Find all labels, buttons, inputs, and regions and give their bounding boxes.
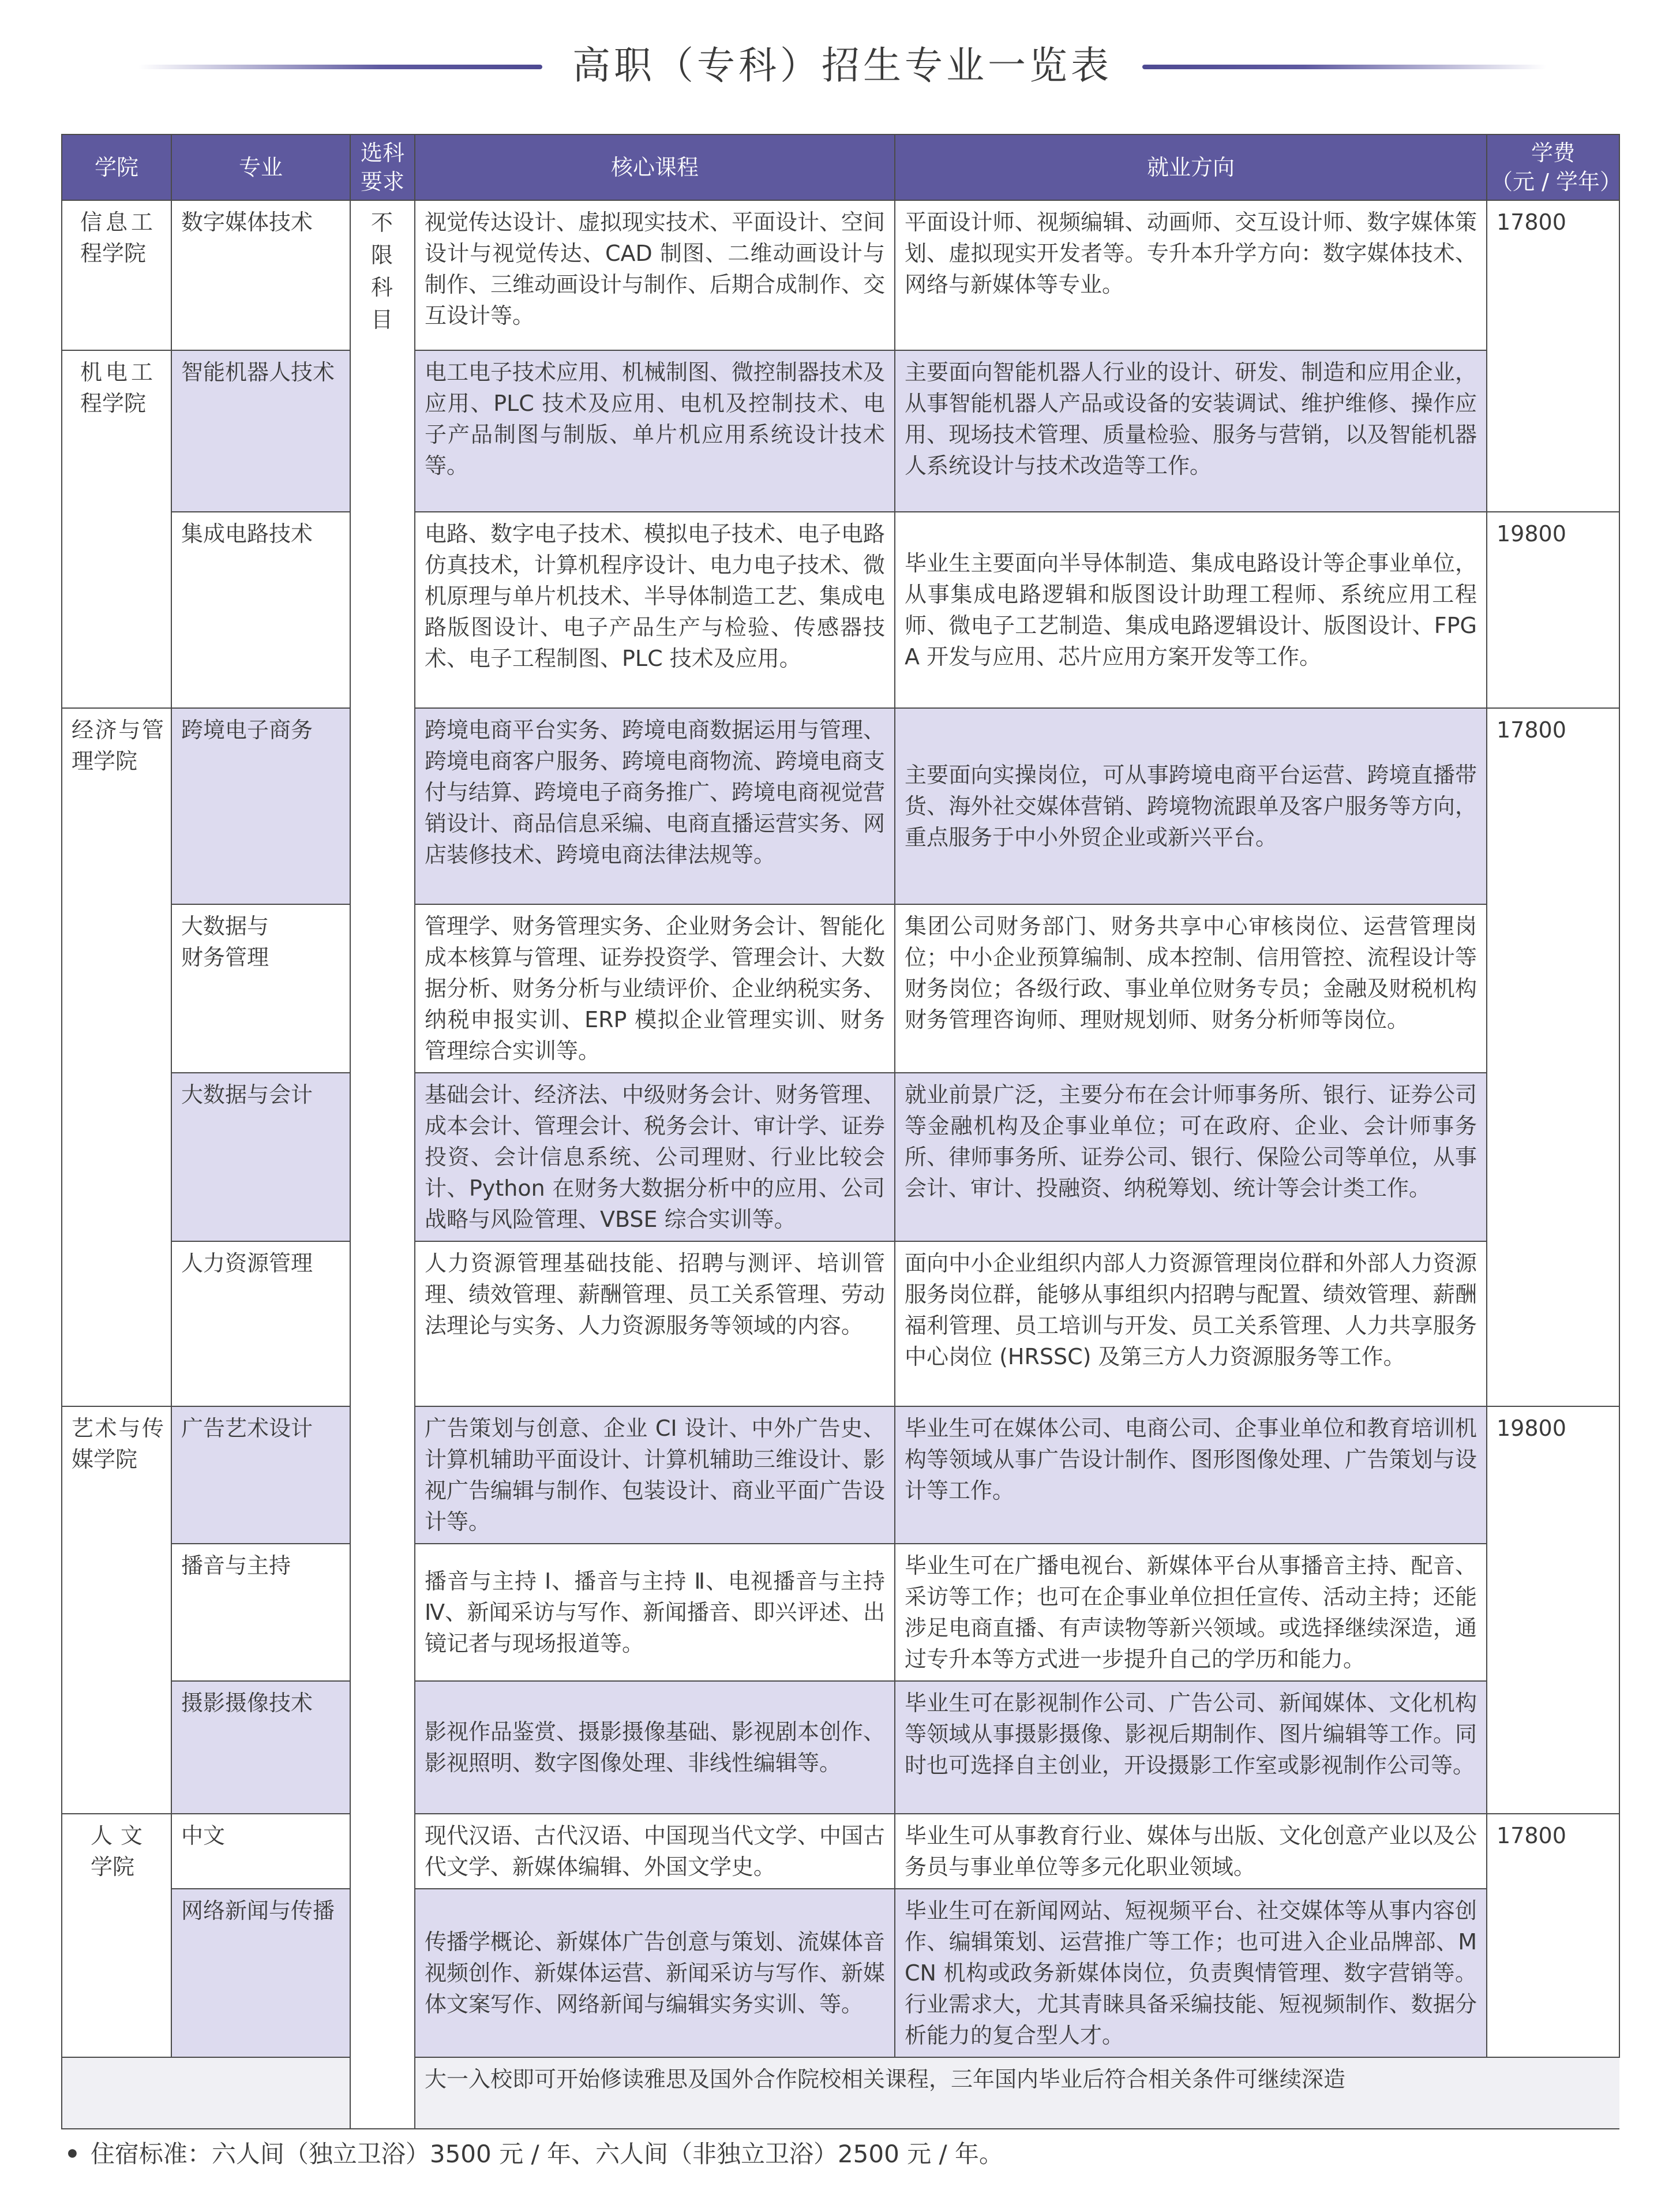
title-decoration-right	[1142, 65, 1546, 69]
table-row	[62, 512, 1619, 708]
requirement-cell: 不限科目	[350, 200, 415, 2129]
header-courses: 核心课程	[415, 134, 895, 200]
bullet-icon: •	[65, 2140, 80, 2168]
courses-cell: 基础会计、经济法、中级财务会计、财务管理、成本会计、管理会计、税务会计、审计学、证券投资、会计信息系统、公司理财、行业比较会计、Python 在财务大数据分析中的应用、公司战略与风险管理、VBSE 综合实训等。	[415, 1073, 895, 1241]
courses-cell: 影视作品鉴赏、摄影摄像基础、影视剧本创作、影视照明、数字图像处理、非线性编辑等。	[415, 1681, 895, 1814]
table-row	[62, 904, 1619, 1073]
courses-cell: 广告策划与创意、企业 CI 设计、中外广告史、计算机辅助平面设计、计算机辅助三维设计、影视广告编辑与制作、包装设计、商业平面广告设计等。	[415, 1406, 895, 1544]
table-row	[62, 1544, 1619, 1681]
career-cell: 就业前景广泛，主要分布在会计师事务所、银行、证券公司等金融机构及企事业单位；可在政府、企业、会计师事务所、律师事务所、证券公司、银行、保险公司等单位，从事会计、审计、投融资、纳税筹划、统计等会计类工作。	[895, 1073, 1487, 1241]
courses-cell: 现代汉语、古代汉语、中国现当代文学、中国古代文学、新媒体编辑、外国文学史。	[415, 1814, 895, 1889]
college-cell: 信息工程学院	[62, 200, 171, 350]
page-title: 高职（专科）招生专业一览表	[572, 43, 1112, 88]
courses-cell: 电路、数字电子技术、模拟电子技术、电子电路仿真技术，计算机程序设计、电力电子技术、微机原理与单片机技术、半导体制造工艺、集成电路版图设计、电子产品生产与检验、传感器技术、电子工程制图、PLC 技术及应用。	[415, 512, 895, 708]
career-cell: 毕业生主要面向半导体制造、集成电路设计等企事业单位，从事集成电路逻辑和版图设计助理工程师、系统应用工程师、微电子工艺制造、集成电路逻辑设计、版图设计、FPGA 开发与应用、芯片应用方案开发等工作。	[895, 512, 1487, 708]
table-row	[62, 1681, 1619, 1814]
accommodation-text: 住宿标准：六人间（独立卫浴）3500 元 / 年、六人间（非独立卫浴）2500 元 / 年。	[90, 2140, 1004, 2168]
header-fee: 学费 （元 / 学年）	[1487, 134, 1619, 200]
fee-cell: 17800	[1487, 200, 1619, 512]
career-cell: 平面设计师、视频编辑、动画师、交互设计师、数字媒体策划、虚拟现实开发者等。专升本升学方向：数字媒体技术、网络与新媒体等专业。	[895, 200, 1487, 350]
header-requirement: 选科 要求	[350, 134, 415, 200]
career-cell: 集团公司财务部门、财务共享中心审核岗位、运营管理岗位；中小企业预算编制、成本控制、信用管控、流程设计等财务岗位；各级行政、事业单位财务专员；金融及财税机构财务管理咨询师、理财规划师、财务分析师等岗位。	[895, 904, 1487, 1073]
majors-table	[61, 134, 1620, 2129]
table-row	[62, 708, 1619, 904]
major-cell: 数字媒体技术	[171, 200, 350, 350]
major-cell: 大数据与 财务管理	[171, 904, 350, 1073]
footer-note: 大一入校即可开始修读雅思及国外合作院校相关课程，三年国内毕业后符合相关条件可继续深造	[415, 2057, 1619, 2129]
major-cell: 大数据与会计	[171, 1073, 350, 1241]
accommodation-note	[65, 2135, 1003, 2170]
courses-cell: 跨境电商平台实务、跨境电商数据运用与管理、跨境电商客户服务、跨境电商物流、跨境电商支付与结算、跨境电子商务推广、跨境电商视觉营销设计、商品信息采编、电商直播运营实务、网店装修技术、跨境电商法律法规等。	[415, 708, 895, 904]
career-cell: 毕业生可在媒体公司、电商公司、企事业单位和教育培训机构等领域从事广告设计制作、图形图像处理、广告策划与设计等工作。	[895, 1406, 1487, 1544]
table-row	[62, 1889, 1619, 2057]
header-college: 学院	[62, 134, 171, 200]
table-row	[62, 1073, 1619, 1241]
table-row	[62, 1406, 1619, 1544]
table-footer-row	[62, 2057, 1619, 2129]
major-cell: 广告艺术设计	[171, 1406, 350, 1544]
career-cell: 毕业生可在广播电视台、新媒体平台从事播音主持、配音、采访等工作；也可在企事业单位担任宣传、活动主持；还能涉足电商直播、有声读物等新兴领域。或选择继续深造，通过专升本等方式进一步提升自己的学历和能力。	[895, 1544, 1487, 1681]
college-cell: 人文学院	[62, 1814, 171, 2057]
major-cell: 集成电路技术	[171, 512, 350, 708]
major-cell: 智能机器人技术	[171, 350, 350, 512]
major-cell: 跨境电子商务	[171, 708, 350, 904]
table-header-row	[62, 134, 1619, 200]
table-row	[62, 1814, 1619, 1889]
fee-cell: 17800	[1487, 1814, 1619, 2057]
courses-cell: 管理学、财务管理实务、企业财务会计、智能化成本核算与管理、证券投资学、管理会计、大数据分析、财务分析与业绩评价、企业纳税实务、纳税申报实训、ERP 模拟企业管理实训、财务管理综合实训等。	[415, 904, 895, 1073]
career-cell: 面向中小企业组织内部人力资源管理岗位群和外部人力资源服务岗位群，能够从事组织内招聘与配置、绩效管理、薪酬福利管理、员工培训与开发、员工关系管理、人力共享服务中心岗位 (HRSSC) 及第三方人力资源服务等工作。	[895, 1241, 1487, 1406]
header-major: 专业	[171, 134, 350, 200]
college-cell: 艺术与传媒学院	[62, 1406, 171, 1814]
table-row	[62, 350, 1619, 512]
courses-cell: 人力资源管理基础技能、招聘与测评、培训管理、绩效管理、薪酬管理、员工关系管理、劳动法理论与实务、人力资源服务等领域的内容。	[415, 1241, 895, 1406]
college-cell: 经济与管理学院	[62, 708, 171, 1406]
major-cell: 中文	[171, 1814, 350, 1889]
major-cell: 播音与主持	[171, 1544, 350, 1681]
college-cell: 机电工程学院	[62, 350, 171, 708]
courses-cell: 电工电子技术应用、机械制图、微控制器技术及应用、PLC 技术及应用、电机及控制技术、电子产品制图与制版、单片机应用系统设计技术等。	[415, 350, 895, 512]
fee-cell: 19800	[1487, 1406, 1619, 1814]
career-cell: 毕业生可在影视制作公司、广告公司、新闻媒体、文化机构等领域从事摄影摄像、影视后期制作、图片编辑等工作。同时也可选择自主创业，开设摄影工作室或影视制作公司等。	[895, 1681, 1487, 1814]
courses-cell: 传播学概论、新媒体广告创意与策划、流媒体音视频创作、新媒体运营、新闻采访与写作、新媒体文案写作、网络新闻与编辑实务实训、等。	[415, 1889, 895, 2057]
major-cell: 摄影摄像技术	[171, 1681, 350, 1814]
fee-cell: 17800	[1487, 708, 1619, 1406]
major-cell: 网络新闻与传播	[171, 1889, 350, 2057]
footer-spacer-left	[62, 2057, 350, 2129]
title-decoration-left	[138, 65, 542, 69]
career-cell: 毕业生可在新闻网站、短视频平台、社交媒体等从事内容创作、编辑策划、运营推广等工作；也可进入企业品牌部、MCN 机构或政务新媒体岗位，负责舆情管理、数字营销等。行业需求大，尤其青睐具备采编技能、短视频制作、数据分析能力的复合型人才。	[895, 1889, 1487, 2057]
title-row	[0, 23, 1680, 110]
major-cell: 人力资源管理	[171, 1241, 350, 1406]
courses-cell: 视觉传达设计、虚拟现实技术、平面设计、空间设计与视觉传达、CAD 制图、二维动画设计与制作、三维动画设计与制作、后期合成制作、交互设计等。	[415, 200, 895, 350]
table-row	[62, 1241, 1619, 1406]
career-cell: 毕业生可从事教育行业、媒体与出版、文化创意产业以及公务员与事业单位等多元化职业领域。	[895, 1814, 1487, 1889]
courses-cell: 播音与主持 Ⅰ、播音与主持 Ⅱ、电视播音与主持 Ⅳ、新闻采访与写作、新闻播音、即兴评述、出镜记者与现场报道等。	[415, 1544, 895, 1681]
header-career: 就业方向	[895, 134, 1487, 200]
table-row	[62, 200, 1619, 350]
fee-cell: 19800	[1487, 512, 1619, 708]
career-cell: 主要面向实操岗位，可从事跨境电商平台运营、跨境直播带货、海外社交媒体营销、跨境物流跟单及客户服务等方向，重点服务于中小外贸企业或新兴平台。	[895, 708, 1487, 904]
career-cell: 主要面向智能机器人行业的设计、研发、制造和应用企业，从事智能机器人产品或设备的安装调试、维护维修、操作应用、现场技术管理、质量检验、服务与营销，以及智能机器人系统设计与技术改造等工作。	[895, 350, 1487, 512]
